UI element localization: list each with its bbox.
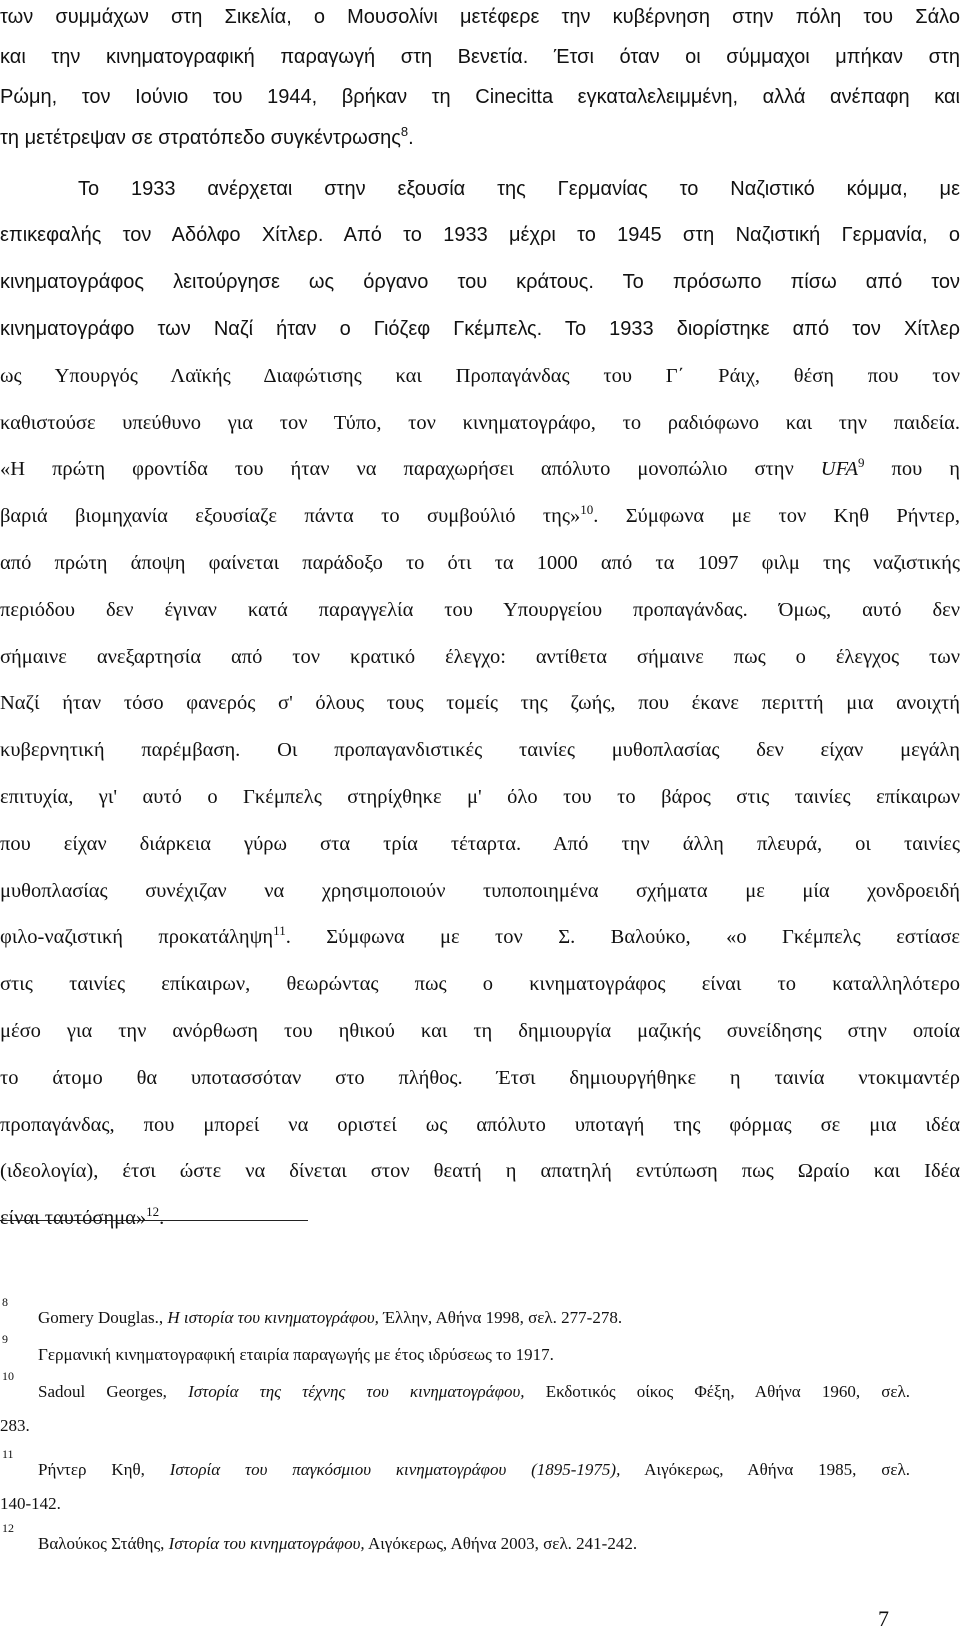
footnote-number: 11 — [2, 1447, 14, 1461]
footnote-author: Βαλούκος Στάθης, — [38, 1534, 165, 1553]
text-span: «Η πρώτη φροντίδα του ήταν να παραχωρήσει απόλυτο μονοπώλιο στην — [0, 458, 794, 480]
text-span: (ιδεολογία), έτσι ώστε να δίνεται στον θεατή η απατηλή εντύπωση πως Ωραίο και Ιδέα — [0, 1160, 960, 1182]
footnote-separator — [0, 1220, 308, 1221]
footnote-number: 9 — [2, 1332, 8, 1346]
text-line — [0, 640, 960, 674]
ufa-term: UFA — [820, 458, 858, 480]
footnote-details: Εκδοτικός οίκος Φέξη, Αθήνα 1960, σελ. — [545, 1382, 910, 1401]
text-span: που η — [891, 458, 960, 480]
text-line — [0, 733, 960, 767]
footnote-8 — [0, 1295, 960, 1332]
text-line — [0, 452, 960, 486]
text-span: κινηματογράφος λειτούργησε ως όργανο του κράτους. Το πρόσωπο πίσω από τον — [0, 271, 960, 293]
text-span: επιτυχία, γι' αυτό ο Γκέμπελς στηρίχθηκε μ' όλο του το βάρος στις ταινίες επίκαιρων — [0, 786, 960, 808]
text-span: Ναζί ήταν τόσο φανερός σ' όλους τους τομείς της ζωής, που έκανε περιττή μια ανοιχτή — [0, 692, 960, 714]
page-number: 7 — [878, 1606, 889, 1631]
text-span: επικεφαλής τον Αδόλφο Χίτλερ. Από το 1933 μέχρι το 1945 στη Ναζιστική Γερμανία, ο — [0, 224, 960, 246]
text-line — [0, 1014, 960, 1048]
text-line — [0, 967, 960, 1001]
text-span: βαριά βιομηχανία εξουσίαζε πάντα το συμβούλιό της» — [0, 505, 581, 527]
text-line — [0, 593, 960, 627]
text-span: . — [408, 127, 414, 149]
footnote-ref-8: 8 — [400, 124, 409, 139]
footnote-ref-10: 10 — [580, 502, 594, 517]
text-span: φιλο-ναζιστική προκατάληψη — [0, 926, 274, 948]
text-line — [0, 920, 960, 954]
footnote-ref-11: 11 — [273, 923, 286, 938]
footnote-details: Αιγόκερως, Αθήνα 2003, σελ. 241-242. — [367, 1534, 638, 1553]
text-span: που είχαν διάρκεια γύρω στα τρία τέταρτα. Από την άλλη πλευρά, οι ταινίες — [0, 833, 960, 855]
text-line — [0, 499, 960, 533]
text-span: μέσο για την ανόρθωση του ηθικού και τη δημιουργία μαζικής συνείδησης στην οποία — [0, 1020, 960, 1042]
text-span: Το 1933 ανέρχεται στην εξουσία της Γερμανίας το Ναζιστικό κόμμα, με — [78, 178, 960, 200]
text-span: το άτομο θα υποτασσόταν στο πλήθος. Έτσι δημιουργήθηκε η ταινία ντοκιμαντέρ — [0, 1067, 960, 1089]
text-line — [0, 780, 960, 814]
footnote-number: 12 — [2, 1521, 14, 1535]
footnote-ref-9: 9 — [858, 455, 865, 470]
footnote-10 — [0, 1369, 960, 1406]
text-span: περιόδου δεν έγιναν κατά παραγγελία του Υπουργείου προπαγάνδας. Όμως, αυτό δεν — [0, 599, 960, 621]
footnote-10-continuation: 283. — [0, 1416, 30, 1435]
text-span: Ρώμη, τον Ιούνιο του 1944, βρήκαν τη Cinecitta εγκαταλελειμμένη, αλλά ανέπαφη και — [0, 86, 960, 108]
text-span: καθιστούσε υπεύθυνο για τον Τύπο, τον κινηματογράφο, το ραδιόφωνο και την παιδεία. — [0, 412, 960, 434]
footnote-11-continuation: 140-142. — [0, 1494, 61, 1513]
text-line — [0, 1154, 960, 1188]
footnote-12 — [0, 1521, 960, 1558]
footnote-9 — [0, 1332, 960, 1369]
text-line — [0, 359, 960, 393]
text-line — [0, 121, 960, 155]
footnote-ref-12: 12 — [146, 1204, 160, 1219]
text-line — [0, 80, 960, 114]
text-span: κυβερνητική παρέμβαση. Οι προπαγανδιστικές ταινίες μυθοπλασίας δεν είχαν μεγάλη — [0, 739, 960, 761]
footnote-title: Η ιστορία του κινηματογράφου, — [167, 1308, 379, 1327]
text-line — [0, 0, 960, 34]
footnote-title: Ιστορία του κινηματογράφου, — [168, 1534, 365, 1553]
text-line — [0, 265, 960, 299]
text-span: σήμαινε ανεξαρτησία από τον κρατικό έλεγχο: αντίθετα σήμαινε πως ο έλεγχος των — [0, 646, 960, 668]
footnote-title: Ιστορία της τέχνης του κινηματογράφου, — [188, 1382, 525, 1401]
text-span: των συμμάχων στη Σικελία, ο Μουσολίνι μετέφερε την κυβέρνηση στην πόλη του Σάλο — [0, 6, 960, 28]
footnote-title: Ιστορία του παγκόσμιου κινηματογράφου (1895-1975), — [169, 1460, 621, 1479]
text-span: . Σύμφωνα με τον Σ. Βαλούκο, «ο Γκέμπελς εστίασε — [285, 926, 960, 948]
text-span: κινηματογράφο των Ναζί ήταν ο Γιόζεφ Γκέμπελς. Το 1933 διορίστηκε από τον Χίτλερ — [0, 318, 960, 340]
footnote-number: 10 — [2, 1369, 14, 1383]
footnote-11 — [0, 1447, 960, 1484]
text-line — [0, 1061, 960, 1095]
footnote-author: Sadoul Georges, — [38, 1382, 167, 1401]
text-span: ως Υπουργός Λαϊκής Διαφώτισης και Προπαγάνδας του Γ΄ Ράιχ, θέση που τον — [0, 365, 960, 387]
text-span: και την κινηματογραφική παραγωγή στη Βενετία. Έτσι όταν οι σύμμαχοι μπήκαν στη — [0, 46, 960, 68]
text-line — [0, 546, 960, 580]
text-span: προπαγάνδας, που μπορεί να οριστεί ως απόλυτο υποταγή της φόρμας σε μια ιδέα — [0, 1114, 960, 1136]
footnote-details: Έλλην, Αθήνα 1998, σελ. 277-278. — [383, 1308, 623, 1327]
text-line — [0, 172, 960, 206]
text-span: . Σύμφωνα με τον Κηθ Ρήντερ, — [593, 505, 960, 527]
text-line — [0, 40, 960, 74]
text-span: τη μετέτρεψαν σε στρατόπεδο συγκέντρωσης — [0, 127, 401, 149]
text-span: από πρώτη άποψη φαίνεται παράδοξο το ότι τα 1000 από τα 1097 φιλμ της ναζιστικής — [0, 552, 960, 574]
footnote-number: 8 — [2, 1295, 8, 1309]
footnote-details: Γερμανική κινηματογραφική εταιρία παραγωγής με έτος ιδρύσεως το 1917. — [38, 1345, 554, 1364]
text-line — [0, 406, 960, 440]
text-line — [0, 874, 960, 908]
text-line — [0, 827, 960, 861]
text-line — [0, 312, 960, 346]
text-span: . — [159, 1207, 165, 1229]
text-line — [0, 686, 960, 720]
footnote-author: Ρήντερ Κηθ, — [38, 1460, 145, 1479]
footnote-author: Gomery Douglas., — [38, 1308, 164, 1327]
text-line — [0, 1201, 960, 1235]
text-line — [0, 218, 960, 252]
footnote-details: Αιγόκερως, Αθήνα 1985, σελ. — [644, 1460, 911, 1479]
text-span: στις ταινίες επίκαιρων, θεωρώντας πως ο κινηματογράφος είναι το καταλληλότερο — [0, 973, 960, 995]
text-line — [0, 1108, 960, 1142]
text-span: μυθοπλασίας συνέχιζαν να χρησιμοποιούν τυποποιημένα σχήματα με μία χονδροειδή — [0, 880, 960, 902]
text-span: είναι ταυτόσημα» — [0, 1207, 147, 1229]
